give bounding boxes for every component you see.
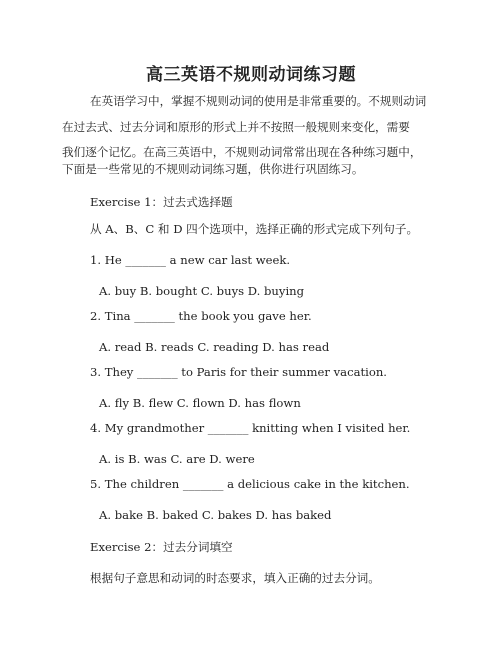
- exercise2-heading: Exercise 2：过去分词填空: [90, 540, 233, 554]
- question-2: 2. Tina _______ the book you gave her.: [90, 309, 312, 323]
- question-1-options: A. buy B. bought C. buys D. buying: [99, 284, 305, 298]
- intro-line-2: 在过去式、过去分词和原形的形式上并不按照一般规则来变化，需要: [62, 120, 410, 134]
- intro-line-3: 我们逐个记忆。在高三英语中，不规则动词常常出现在各种练习题中，: [62, 145, 422, 159]
- exercise1-instruction: 从 A、B、C 和 D 四个选项中，选择正确的形式完成下列句子。: [90, 222, 419, 236]
- intro-line-4: 下面是一些常见的不规则动词练习题，供你进行巩固练习。: [62, 162, 364, 176]
- question-5-options: A. bake B. baked C. bakes D. has baked: [99, 508, 332, 522]
- intro-line-1: 在英语学习中，掌握不规则动词的使用是非常重要的。不规则动词: [90, 94, 427, 108]
- question-3-options: A. fly B. flew C. flown D. has flown: [99, 396, 301, 410]
- question-1: 1. He _______ a new car last week.: [90, 253, 291, 267]
- question-4: 4. My grandmother _______ knitting when I visited her.: [90, 421, 411, 435]
- question-3: 3. They _______ to Paris for their summer vacation.: [90, 365, 387, 379]
- exercise2-instruction: 根据句子意思和动词的时态要求，填入正确的过去分词。: [90, 571, 380, 585]
- question-2-options: A. read B. reads C. reading D. has read: [99, 340, 330, 354]
- document-title: 高三英语不规则动词练习题: [146, 65, 356, 85]
- exercise1-heading: Exercise 1：过去式选择题: [90, 195, 233, 209]
- question-5: 5. The children _______ a delicious cake in the kitchen.: [90, 477, 410, 491]
- question-4-options: A. is B. was C. are D. were: [99, 452, 255, 466]
